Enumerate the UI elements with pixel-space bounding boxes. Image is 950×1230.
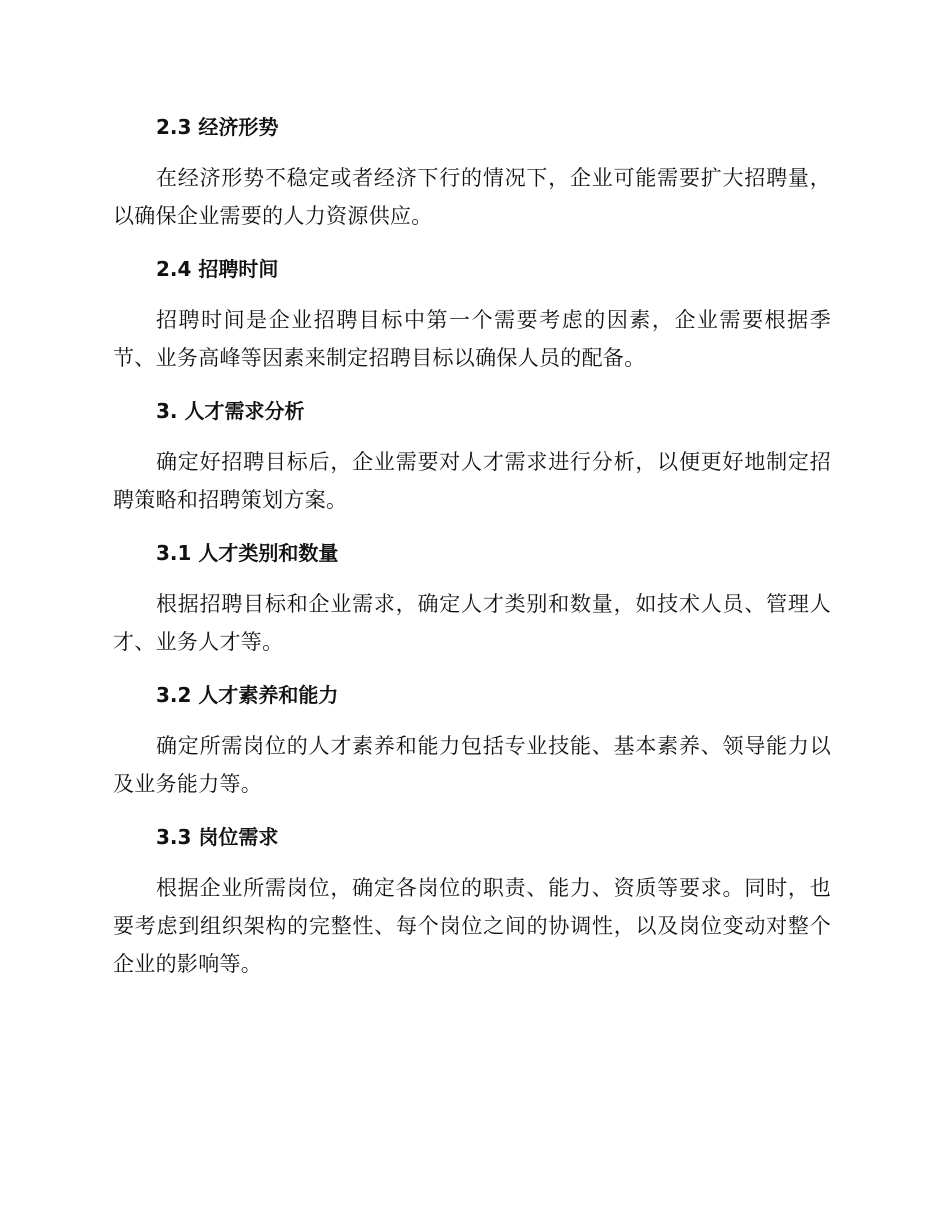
section-talent-quality-ability: [113, 678, 831, 803]
section-heading: 2.3 经济形势: [156, 115, 279, 139]
section-paragraph: 确定好招聘目标后，企业需要对人才需求进行分析，以便更好地制定招聘策略和招聘策划方案。: [113, 450, 831, 512]
section-paragraph: 确定所需岗位的人才素养和能力包括专业技能、基本素养、领导能力以及业务能力等。: [113, 734, 831, 796]
section-position-requirements: [113, 820, 831, 983]
section-heading: 3.2 人才素养和能力: [156, 683, 339, 707]
section-paragraph: 根据企业所需岗位，确定各岗位的职责、能力、资质等要求。同时，也要考虑到组织架构的完整性、每个岗位之间的协调性，以及岗位变动对整个企业的影响等。: [113, 876, 831, 976]
section-recruitment-time: [113, 252, 831, 377]
section-paragraph: 在经济形势不稳定或者经济下行的情况下，企业可能需要扩大招聘量，以确保企业需要的人力资源供应。: [113, 166, 831, 228]
section-paragraph: 根据招聘目标和企业需求，确定人才类别和数量，如技术人员、管理人才、业务人才等。: [113, 592, 831, 654]
section-economic-situation: [113, 110, 831, 235]
section-heading: 3.3 岗位需求: [156, 825, 279, 849]
section-talent-demand-analysis: [113, 394, 831, 519]
section-paragraph: 招聘时间是企业招聘目标中第一个需要考虑的因素，企业需要根据季节、业务高峰等因素来制定招聘目标以确保人员的配备。: [113, 308, 831, 370]
section-heading: 3. 人才需求分析: [156, 399, 305, 423]
section-heading: 2.4 招聘时间: [156, 257, 279, 281]
document-body: [113, 110, 831, 1000]
section-talent-category-quantity: [113, 536, 831, 661]
section-heading: 3.1 人才类别和数量: [156, 541, 339, 565]
